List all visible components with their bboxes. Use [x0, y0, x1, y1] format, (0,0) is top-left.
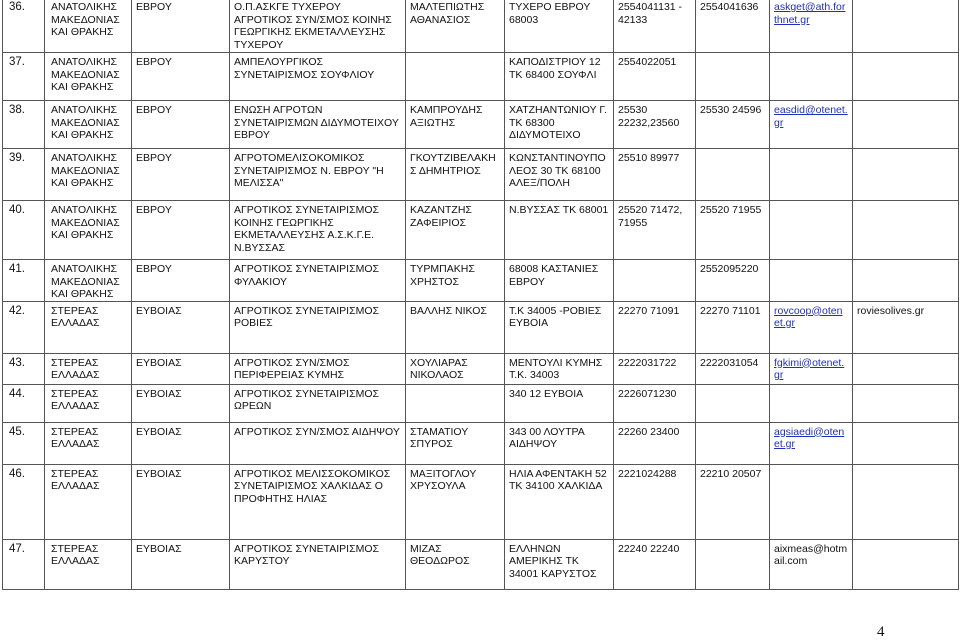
row-number: 41. — [3, 260, 45, 302]
cooperative-name-cell: ΑΓΡΟΤΟΜΕΛΙΣΟΚΟΜΙΚΟΣ ΣΥΝΕΤΑΙΡΙΣΜΟΣ Ν. ΕΒΡΟΥ "Η ΜΕΛΙΣΣΑ" — [230, 149, 406, 201]
phone-cell: 25510 89977 — [614, 149, 696, 201]
email-link[interactable]: agsiaedi@otenet.gr — [774, 425, 845, 450]
region-cell: ΑΝΑΤΟΛΙΚΗΣ ΜΑΚΕΔΟΝΙΑΣ ΚΑΙ ΘΡΑΚΗΣ — [45, 260, 132, 302]
phone-cell: 2554041131 - 42133 — [614, 0, 696, 53]
email-cell — [770, 260, 853, 302]
prefecture-cell: ΕΥΒΟΙΑΣ — [132, 301, 230, 353]
president-cell — [406, 53, 505, 101]
email-cell — [770, 301, 853, 353]
prefecture-cell: ΕΒΡΟΥ — [132, 101, 230, 149]
fax-cell — [696, 539, 770, 589]
cooperative-name-cell: ΑΜΠΕΛΟΥΡΓΙΚΟΣ ΣΥΝΕΤΑΙΡΙΣΜΟΣ ΣΟΥΦΛΙΟΥ — [230, 53, 406, 101]
prefecture-cell: ΕΒΡΟΥ — [132, 260, 230, 302]
prefecture-cell: ΕΥΒΟΙΑΣ — [132, 464, 230, 539]
table-row — [3, 149, 959, 201]
cooperative-name-cell: ΑΓΡΟΤΙΚΟΣ ΣΥΝ/ΣΜΟΣ ΑΙΔΗΨΟΥ — [230, 422, 406, 464]
address-cell: Τ.Κ 34005 -ΡΟΒΙΕΣ ΕΥΒΟΙΑ — [505, 301, 614, 353]
row-number: 44. — [3, 384, 45, 422]
address-cell: ΚΩΝΣΤΑΝΤΙΝΟΥΠΟΛΕΟΣ 30 ΤΚ 68100 ΑΛΕΞ/ΠΟΛΗ — [505, 149, 614, 201]
address-cell: ΚΑΠΟΔΙΣΤΡΙΟΥ 12 ΤΚ 68400 ΣΟΥΦΛΙ — [505, 53, 614, 101]
row-number: 45. — [3, 422, 45, 464]
region-cell: ΑΝΑΤΟΛΙΚΗΣ ΜΑΚΕΔΟΝΙΑΣ ΚΑΙ ΘΡΑΚΗΣ — [45, 101, 132, 149]
cooperatives-table — [2, 0, 959, 590]
row-number: 40. — [3, 201, 45, 260]
prefecture-cell: ΕΥΒΟΙΑΣ — [132, 422, 230, 464]
address-cell: 340 12 ΕΥΒΟΙΑ — [505, 384, 614, 422]
region-cell: ΑΝΑΤΟΛΙΚΗΣ ΜΑΚΕΔΟΝΙΑΣ ΚΑΙ ΘΡΑΚΗΣ — [45, 0, 132, 53]
region-cell: ΣΤΕΡΕΑΣ ΕΛΛΑΔΑΣ — [45, 422, 132, 464]
email-cell — [770, 353, 853, 384]
cooperative-name-cell: ΑΓΡΟΤΙΚΟΣ ΣΥΝΕΤΑΙΡΙΣΜΟΣ ΩΡΕΩΝ — [230, 384, 406, 422]
fax-cell: 25530 24596 — [696, 101, 770, 149]
fax-cell — [696, 53, 770, 101]
cooperative-name-cell: ΑΓΡΟΤΙΚΟΣ ΣΥΝΕΤΑΙΡΙΣΜΟΣ ΚΟΙΝΗΣ ΓΕΩΡΓΙΚΗΣ ΕΚΜΕΤΑΛΛΕΥΣΗΣ Α.Σ.Κ.Γ.Ε. Ν.ΒΥΣΣΑΣ — [230, 201, 406, 260]
fax-cell: 2554041636 — [696, 0, 770, 53]
phone-cell: 2554022051 — [614, 53, 696, 101]
address-cell: ΧΑΤΖΗΑΝΤΩΝΙΟΥ Γ. ΤΚ 68300 ΔΙΔΥΜΟΤΕΙΧΟ — [505, 101, 614, 149]
cooperative-name-cell: ΑΓΡΟΤΙΚΟΣ ΣΥΝΕΤΑΙΡΙΣΜΟΣ ΡΟΒΙΕΣ — [230, 301, 406, 353]
email-cell — [770, 0, 853, 53]
prefecture-cell: ΕΥΒΟΙΑΣ — [132, 539, 230, 589]
president-cell: ΚΑΜΠΡΟΥΔΗΣ ΑΞΙΩΤΗΣ — [406, 101, 505, 149]
region-cell: ΣΤΕΡΕΑΣ ΕΛΛΑΔΑΣ — [45, 539, 132, 589]
row-number: 43. — [3, 353, 45, 384]
address-cell: Ν.ΒΥΣΣΑΣ ΤΚ 68001 — [505, 201, 614, 260]
phone-cell: 2226071230 — [614, 384, 696, 422]
president-cell: ΜΑΞΙΤΟΓΛΟΥ ΧΡΥΣΟΥΛΑ — [406, 464, 505, 539]
row-number: 46. — [3, 464, 45, 539]
email-cell — [770, 101, 853, 149]
email-cell — [770, 201, 853, 260]
phone-cell: 22260 23400 — [614, 422, 696, 464]
website-cell — [853, 149, 959, 201]
website-cell — [853, 201, 959, 260]
fax-cell — [696, 422, 770, 464]
row-number: 42. — [3, 301, 45, 353]
prefecture-cell: ΕΥΒΟΙΑΣ — [132, 353, 230, 384]
email-cell — [770, 53, 853, 101]
cooperative-name-cell: Ο.Π.ΑΣΚΓΕ ΤΥΧΕΡΟΥ ΑΓΡΟΤΙΚΟΣ ΣΥΝ/ΣΜΟΣ ΚΟΙΝΗΣ ΓΕΩΡΓΙΚΗΣ ΕΚΜΕΤΑΛΛΕΥΣΗΣ ΤΥΧΕΡΟΥ — [230, 0, 406, 53]
president-cell: ΜΑΛΤΕΠΙΩΤΗΣ ΑΘΑΝΑΣΙΟΣ — [406, 0, 505, 53]
phone-cell: 25530 22232,23560 — [614, 101, 696, 149]
cooperative-name-cell: ΕΝΩΣΗ ΑΓΡΟΤΩΝ ΣΥΝΕΤΑΙΡΙΣΜΩΝ ΔΙΔΥΜΟΤΕΙΧΟΥ ΕΒΡΟΥ — [230, 101, 406, 149]
email-link[interactable]: askget@ath.forthnet.gr — [774, 1, 846, 26]
region-cell: ΑΝΑΤΟΛΙΚΗΣ ΜΑΚΕΔΟΝΙΑΣ ΚΑΙ ΘΡΑΚΗΣ — [45, 201, 132, 260]
address-cell: ΗΛΙΑ ΑΦΕΝΤΑΚΗ 52 ΤΚ 34100 ΧΑΛΚΙΔΑ — [505, 464, 614, 539]
region-cell: ΣΤΕΡΕΑΣ ΕΛΛΑΔΑΣ — [45, 464, 132, 539]
prefecture-cell: ΕΒΡΟΥ — [132, 201, 230, 260]
table-row — [3, 384, 959, 422]
email-cell — [770, 149, 853, 201]
region-cell: ΣΤΕΡΕΑΣ ΕΛΛΑΔΑΣ — [45, 384, 132, 422]
website-cell — [853, 384, 959, 422]
table-row — [3, 101, 959, 149]
table-row — [3, 464, 959, 539]
row-number: 47. — [3, 539, 45, 589]
prefecture-cell: ΕΒΡΟΥ — [132, 0, 230, 53]
prefecture-cell: ΕΒΡΟΥ — [132, 149, 230, 201]
address-cell: 68008 ΚΑΣΤΑΝΙΕΣ ΕΒΡΟΥ — [505, 260, 614, 302]
website-cell — [853, 464, 959, 539]
cooperative-name-cell: ΑΓΡΟΤΙΚΟΣ ΣΥΝΕΤΑΙΡΙΣΜΟΣ ΚΑΡΥΣΤΟΥ — [230, 539, 406, 589]
address-cell: 343 00 ΛΟΥΤΡΑ ΑΙΔΗΨΟΥ — [505, 422, 614, 464]
row-number: 37. — [3, 53, 45, 101]
email-cell — [770, 422, 853, 464]
region-cell: ΑΝΑΤΟΛΙΚΗΣ ΜΑΚΕΔΟΝΙΑΣ ΚΑΙ ΘΡΑΚΗΣ — [45, 53, 132, 101]
email-link[interactable]: fgkimi@otenet.gr — [774, 356, 845, 381]
email-cell — [770, 384, 853, 422]
president-cell: ΣΤΑΜΑΤΙΟΥ ΣΠΥΡΟΣ — [406, 422, 505, 464]
address-cell: ΤΥΧΕΡΟ ΕΒΡΟΥ 68003 — [505, 0, 614, 53]
website-cell — [853, 53, 959, 101]
president-cell — [406, 384, 505, 422]
website-cell — [853, 101, 959, 149]
table-row — [3, 353, 959, 384]
email-cell: aixmeas@hotmail.com — [770, 539, 853, 589]
website-cell — [853, 422, 959, 464]
website-cell — [853, 353, 959, 384]
prefecture-cell: ΕΒΡΟΥ — [132, 53, 230, 101]
table-row — [3, 301, 959, 353]
phone-cell: 22270 71091 — [614, 301, 696, 353]
cooperative-name-cell: ΑΓΡΟΤΙΚΟΣ ΣΥΝΕΤΑΙΡΙΣΜΟΣ ΦΥΛΑΚΙΟΥ — [230, 260, 406, 302]
table-row — [3, 201, 959, 260]
row-number: 38. — [3, 101, 45, 149]
row-number: 36. — [3, 0, 45, 53]
president-cell: ΓΚΟΥΤΖΙΒΕΛΑΚΗΣ ΔΗΜΗΤΡΙΟΣ — [406, 149, 505, 201]
president-cell: ΜΙΖΑΣ ΘΕΟΔΩΡΟΣ — [406, 539, 505, 589]
region-cell: ΑΝΑΤΟΛΙΚΗΣ ΜΑΚΕΔΟΝΙΑΣ ΚΑΙ ΘΡΑΚΗΣ — [45, 149, 132, 201]
president-cell: ΒΑΛΛΗΣ ΝΙΚΟΣ — [406, 301, 505, 353]
table-row — [3, 0, 959, 53]
fax-cell — [696, 384, 770, 422]
fax-cell: 25520 71955 — [696, 201, 770, 260]
phone-cell: 25520 71472, 71955 — [614, 201, 696, 260]
address-cell: ΜΕΝΤΟΥΛΙ ΚΥΜΗΣ Τ.Κ. 34003 — [505, 353, 614, 384]
row-number: 39. — [3, 149, 45, 201]
table-row — [3, 539, 959, 589]
phone-cell: 22240 22240 — [614, 539, 696, 589]
table-row — [3, 53, 959, 101]
table-row — [3, 260, 959, 302]
cooperative-name-cell: ΑΓΡΟΤΙΚΟΣ ΜΕΛΙΣΣΟΚΟΜΙΚΟΣ ΣΥΝΕΤΑΙΡΙΣΜΟΣ ΧΑΛΚΙΔΑΣ Ο ΠΡΟΦΗΤΗΣ ΗΛΙΑΣ — [230, 464, 406, 539]
phone-cell — [614, 260, 696, 302]
region-cell: ΣΤΕΡΕΑΣ ΕΛΛΑΔΑΣ — [45, 353, 132, 384]
website-cell — [853, 539, 959, 589]
fax-cell: 22270 71101 — [696, 301, 770, 353]
fax-cell: 22210 20507 — [696, 464, 770, 539]
website-cell: roviesolives.gr — [853, 301, 959, 353]
website-cell — [853, 260, 959, 302]
website-cell — [853, 0, 959, 53]
prefecture-cell: ΕΥΒΟΙΑΣ — [132, 384, 230, 422]
fax-cell: 2222031054 — [696, 353, 770, 384]
president-cell: ΤΥΡΜΠΑΚΗΣ ΧΡΗΣΤΟΣ — [406, 260, 505, 302]
email-link[interactable]: rovcoop@otenet.gr — [774, 304, 843, 329]
region-cell: ΣΤΕΡΕΑΣ ΕΛΛΑΔΑΣ — [45, 301, 132, 353]
email-cell — [770, 464, 853, 539]
president-cell: ΚΑΖΑΝΤΖΗΣ ΖΑΦΕΙΡΙΟΣ — [406, 201, 505, 260]
page-number: 4 — [877, 624, 885, 640]
email-link[interactable]: easdid@otenet.gr — [774, 104, 848, 129]
president-cell: ΧΟΥΛΙΑΡΑΣ ΝΙΚΟΛΑΟΣ — [406, 353, 505, 384]
cooperative-name-cell: ΑΓΡΟΤΙΚΟΣ ΣΥΝ/ΣΜΟΣ ΠΕΡΙΦΕΡΕΙΑΣ ΚΥΜΗΣ — [230, 353, 406, 384]
fax-cell — [696, 149, 770, 201]
table-row — [3, 422, 959, 464]
phone-cell: 2222031722 — [614, 353, 696, 384]
fax-cell: 2552095220 — [696, 260, 770, 302]
address-cell: ΕΛΛΗΝΩΝ ΑΜΕΡΙΚΗΣ ΤΚ 34001 ΚΑΡΥΣΤΟΣ — [505, 539, 614, 589]
phone-cell: 2221024288 — [614, 464, 696, 539]
